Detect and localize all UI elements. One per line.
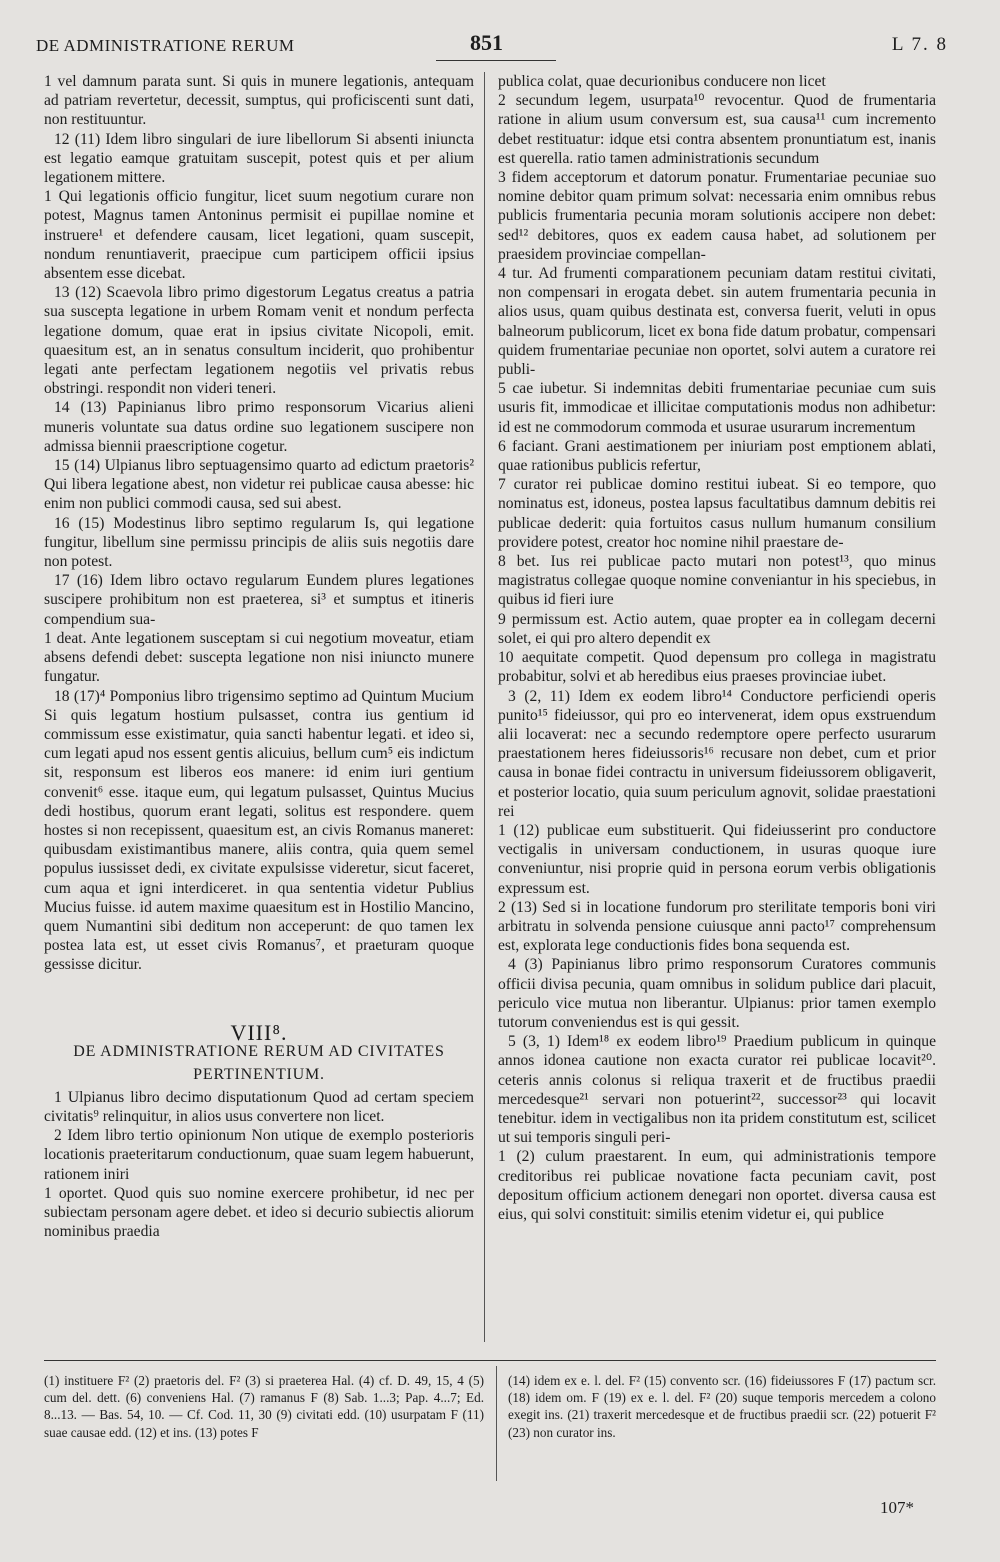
paragraph: 2 Idem libro tertio opinionum Non utique de exemplo posterioris locationis praeteritarum conductionum, quae suam legem habuerunt, rationem iniri [44,1127,474,1183]
paragraph: 9 permissum est. Actio autem, quae propter ea in collegam decerni solet, ei qui pro altero dependit ex [498,610,936,647]
paragraph: 1 oportet. Quod quis suo nomine exercere prohibetur, id nec per subiectam personam agere debet. et ideo si decurio subiectis aliorum nominibus praedia [44,1184,474,1241]
paragraph: 1 (12) publicae eum substituerit. Qui fideiusserint pro conductore vectigalis in universam conductionem, in usuras quoque iure conveniuntur, nisi proprie quid in persona eorum verbis obligationis expressum est. [498,821,936,897]
paragraph: 1 vel damnum parata sunt. Si quis in munere legationis, antequam ad patriam revertetur, decessit, sumptus, qui proficiscenti sunt dati, non restituuntur. [44,73,474,129]
paragraph: 15 (14) Ulpianus libro septuagensimo quarto ad edictum praetoris² Qui libera legatione abest, non videtur rei publicae causa abesse: hic enim non publici commodi causa, sed sui abest. [44,457,474,513]
book-title-ref: L 7. 8 [891,34,948,55]
left-column [44,72,474,1241]
paragraph: 1 (2) culum praestarent. In eum, qui administrationis tempore creditoribus rei publicae novatione facta pecuniam cavit, post depositum officium actionem denegari non oportet. diversa causa est eius, qui solvi constituit: similis etenim videtur ei, qui publice [498,1148,936,1223]
header-rule [436,60,556,61]
footnote-rule [44,1360,936,1361]
section-number: VIII⁸. [230,1019,288,1045]
paragraph: 5 cae iubetur. Si indemnitas debiti frumentariae pecuniae cum suis usuris fit, immodicae et illicitae computationis modus non adhibetur: id est ne commodorum commoda et usurae usurarum incrementum [498,380,936,436]
paragraph: 14 (13) Papinianus libro primo responsorum Vicarius alieni muneris voluntate sua datus ordine suo legationem suscipere non admissa biennii praescriptione cogetur. [44,399,474,455]
section-title-line1: DE ADMINISTRATIONE RERUM AD CIVITATES [73,1042,445,1060]
paragraph: 17 (16) Idem libro octavo regularum Eundem plures legationes suscipere prohibitum non est praeterea, si³ et sumptus et itineris compendium sua- [44,572,474,628]
section-title-line2: PERTINENTIUM. [193,1065,325,1083]
paragraph: 4 (3) Papinianus libro primo responsorum Curatores communis officii divisa pecunia, quam omnibus in solidum publice dari placuit, periculo vice mutua non liberantur. Ulpianus: prior tamen exemplo tutorum conveniendus est is qui gessit. [498,956,936,1031]
footnote-divider [496,1366,497,1481]
paragraph: 12 (11) Idem libro singulari de iure libellorum Si absenti iniuncta est legatio eamque gratuitam suscepit, potest quis et per alium legationem mittere. [44,130,474,187]
paragraph: 2 (13) Sed si in locatione fundorum pro sterilitate temporis boni viri arbitratu in solvenda pensione cuiusque anni pacto¹⁷ comprehensum est, explorata lege conductionis fides bona sequenda est. [498,898,936,955]
paragraph: 5 (3, 1) Idem¹⁸ ex eodem libro¹⁹ Praedium publicum in quinque annos idonea cautione non exacta curator rei publicae locavit²⁰. ceteris annis colonus si reliqua traxerit et de fructibus praedii mercedesque²¹ servari non potuerint²², successor²³ qui locavit tenebitur. idem in vectigalibus non ita pridem constitutum est, scilicet ut sui temporis singuli peri- [498,1033,936,1147]
footnotes-left: (1) instituere F² (2) praetoris del. F² (3) si praeterea Hal. (4) cf. D. 49, 15, 4 (5) cum del. dett. (6) conveniens Hal. (7) ramanus F (8) Sab. 1...3; Pap. 4...7; Ed. 8...13. — Bas. 54, 10. — Cf. Cod. 11, 30 (9) civitati edd. (10) usurpatam F (11) suae causae edd. (12) et ins. (13) potes F [44,1373,484,1440]
printer-signature: 107* [880,1498,914,1517]
paragraph: 6 faciant. Grani aestimationem per iniuriam post emptionem ablati, quae rationibus publicis refertur, [498,437,936,475]
paragraph: 1 Ulpianus libro decimo disputationum Quod ad certam speciem civitatis⁹ relinquitur, in alios usus convertere non licet. [44,1088,474,1125]
paragraph: 18 (17)⁴ Pomponius libro trigensimo septimo ad Quintum Mucium Si quis legatum hostium pulsasset, contra ius gentium id commissum esse existimatur, quia sancti habentur legati. et ideo si, cum legati apud nos essent gentis alicuius, bellum cum⁵ eis indictum sit, responsum est liberos eos manere: id enim iuri gentium convenit⁶ esse. itaque eum, qui legatum pulsasset, Quintus Mucius dedi hostibus, quorum erant legati, solitus est respondere. quem hostes si non recepissent, quaesitum est, an civis Romanus maneret: quibusdam existimantibus manere, aliis contra, quia quem semel populus iussisset dedi, ex civitate expulsisse videretur, sicut faceret, cum aqua et igni interdiceret. in qua sententia videtur Publius Mucius fuisse. id autem maxime quaesitum est in Hostilio Mancino, quem Numantini sibi deditum non acceperunt: de quo tamen lex postea lata est, ut esset civis Romanus⁷, et praeturam quoque gessisse dicitur. [44,687,474,974]
paragraph: 2 secundum legem, usurpata¹⁰ revocentur. Quod de frumentaria ratione in alium usum conversum est, sua causa¹¹ cum incremento debet restituatur: idque etsi contra absentem pronuntiatum est, inanis est querella. ratio tamen administrationis secundum [498,92,936,167]
page-number: 851 [470,30,503,55]
paragraph: 1 Qui legationis officio fungitur, licet suum negotium curare non potest, Magnus tamen Antoninus permisit ei pupillae nomine et instruere¹ et defendere causam, licet legationi, quam suscepit, nondum renuntiaverit, praecipue cum participem officii ipsius absentem esse dicebat. [44,188,474,283]
column-divider [484,72,485,1342]
paragraph: 8 bet. Ius rei publicae pacto mutari non potest¹³, quo minus magistratus collegae quoque nomine conveniantur in his speciebus, in quibus id fieri iure [498,553,936,609]
paragraph: 3 fidem acceptorum et datorum ponatur. Frumentariae pecuniae suo nomine debitor quam primum solvat: necessaria enim omnibus rebus publicis frumentaria pecunia moram solutionis accipere non debet: sed¹² debitores, quos ex eadem causa habet, ad solutionem per praesidem provinciae compellan- [498,169,936,263]
paragraph: 3 (2, 11) Idem ex eodem libro¹⁴ Conductore perficiendi operis punito¹⁵ fideiussor, qui pro eo intervenerat, idem opus exstruendum alii locaverat: nec a secundo redemptore opere perfecto usurarum praestationem heres fideiussoris¹⁶ recusare non debet, cum et prior causa in bonae fidei contractu in universum fideiussorem obligaverit, et posterior locatio, quia suum periculum agnovit, solidae praestationi rei [498,687,936,820]
running-title: DE ADMINISTRATIONE RERUM [36,36,295,55]
paragraph: 1 deat. Ante legationem susceptam si cui negotium moveatur, etiam absens defendi debet: suscepta legatione non nisi iniuncto munere fungatur. [44,629,474,686]
paragraph: publica colat, quae decurionibus conducere non licet [498,73,826,90]
paragraph: 16 (15) Modestinus libro septimo regularum Is, qui legatione fungitur, libellum sine permissu principis de aliis suis negotiis dare non potest. [44,514,474,571]
paragraph: 13 (12) Scaevola libro primo digestorum Legatus creatus a patria sua suscepta legatione in urbem Romam venit et nondum perfecta legatione domum, quae erat in ipsius civitate Nicopoli, emit. quaesitum est, an in senatus consultum inciderit, quo prohibentur legati ante perfectam legationem negotiis vel privatis rebus obstringi. respondit non videri teneri. [44,284,474,398]
right-column [498,72,936,1224]
footnotes-right: (14) idem ex e. l. del. F² (15) convento scr. (16) fideiussores F (17) pactum scr. (18) idem om. F (19) ex e. l. del. F² (20) suque temporis mercedem a colono exegit ins. (21) traxerit mercedesque et de fructibus praedii scr. (22) potuerit F² (23) non curator ins. [508,1373,936,1440]
paragraph: 4 tur. Ad frumenti comparationem pecuniam datam restitui civitati, non compensari in erogata debet. sin autem frumentaria pecunia in alios usus, quam quibus destinata est, conversa fuerit, veluti in opus balneorum publicorum, licet ex bona fide datum probatur, compensari quidem frumentariae pecuniae non oportet, solvi autem a curatore rei publi- [498,265,936,379]
paragraph: 10 aequitate competit. Quod depensum pro collega in magistratu probabitur, solvi et ab heredibus eius praeses provinciae iubet. [498,649,936,686]
running-header [36,30,948,60]
paragraph: 7 curator rei publicae domino restitui iubeat. Si eo tempore, quo nominatus est, idoneus, postea lapsus facultatibus damnum debitis rei publicae dederit: quia fortuitos casus nullum humanum consilium providere potest, creator hoc nomine nihil praestare de- [498,476,936,551]
